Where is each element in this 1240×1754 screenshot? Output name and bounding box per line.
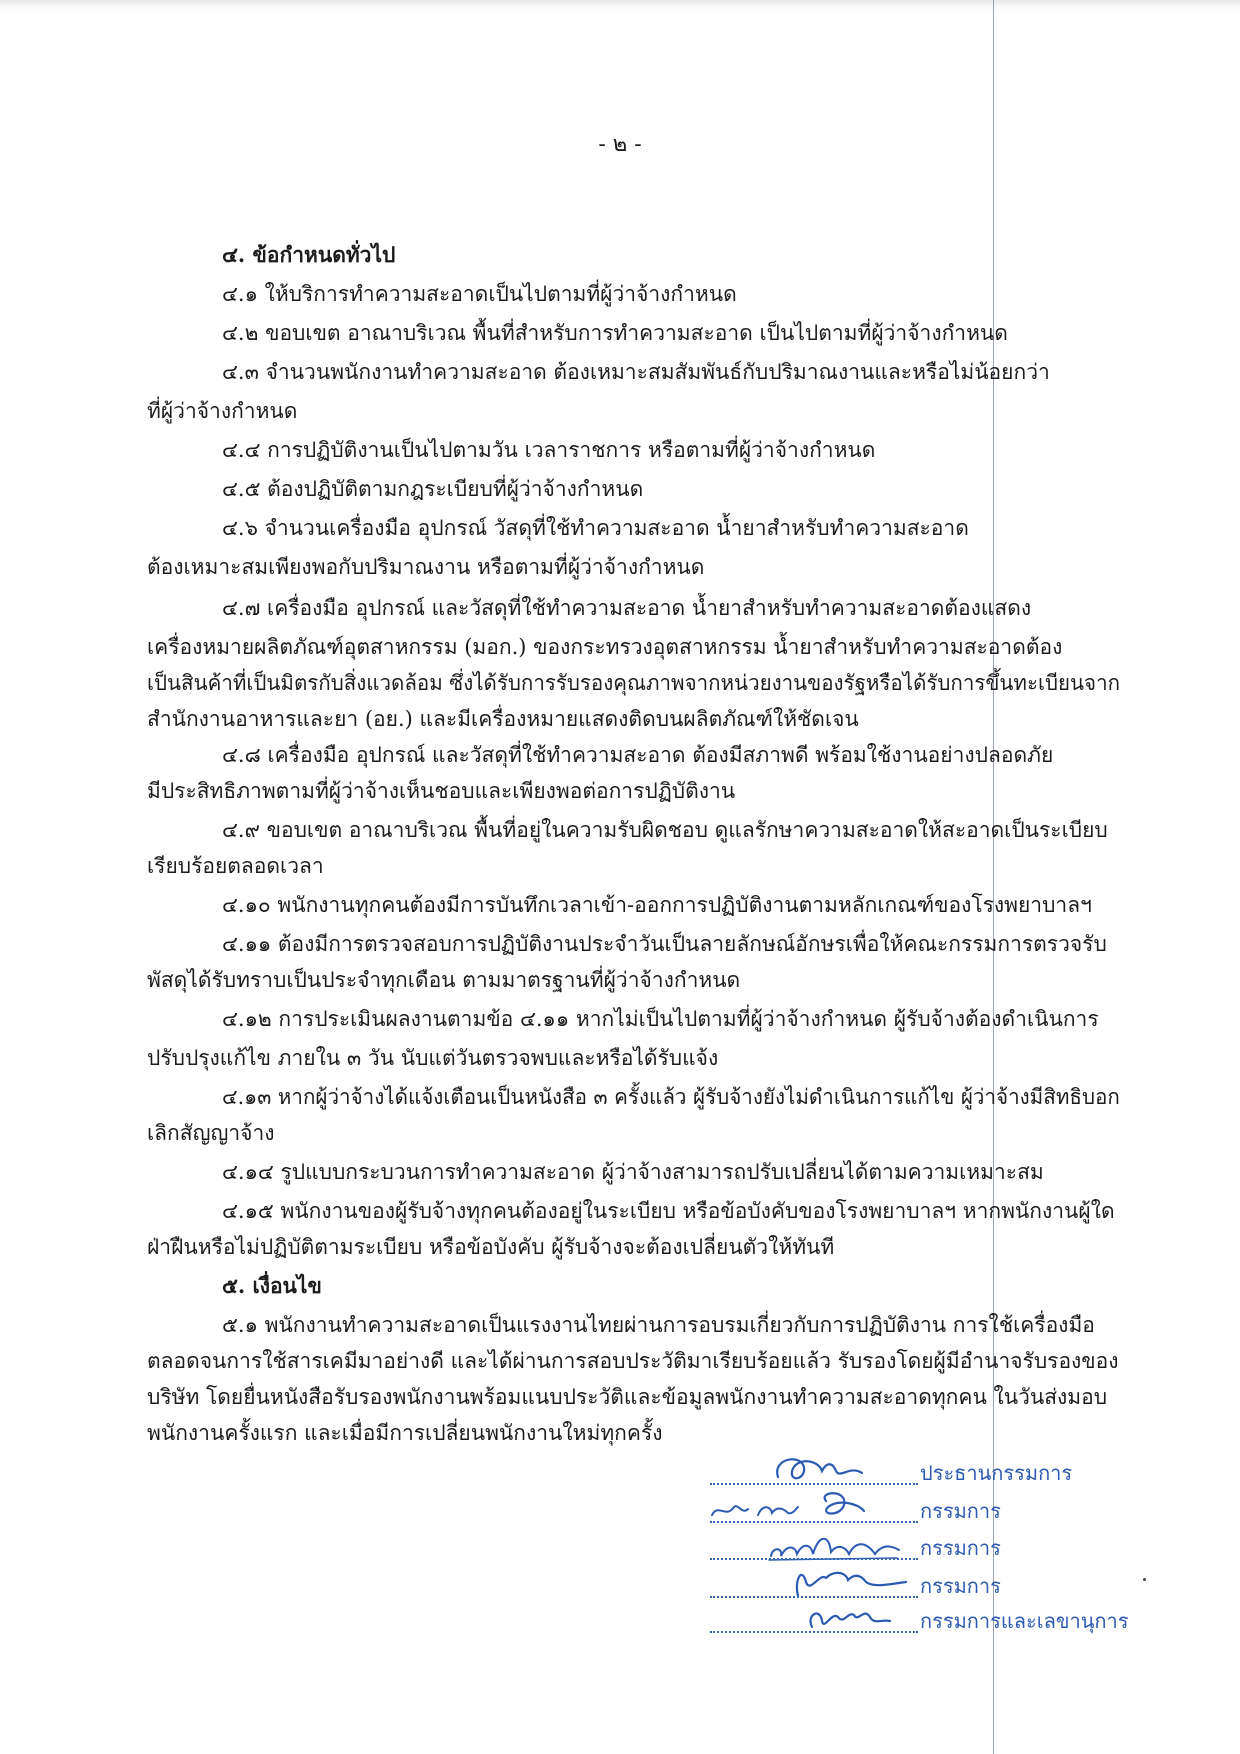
clause-4-7-cont-1: เครื่องหมายผลิตภัณฑ์อุตสาหกรรม (มอก.) ของกระทรวงอุตสาหกรรม น้ำยาสำหรับทำความสะอาดต้อง: [147, 635, 1063, 659]
signature-role: กรรมการ: [920, 1536, 1001, 1560]
scan-fold-line: [993, 0, 994, 1754]
clause-4-8-cont: มีประสิทธิภาพตามที่ผู้ว่าจ้างเห็นชอบและเพียงพอต่อการปฏิบัติงาน: [147, 779, 736, 803]
clause-4-15: ๔.๑๕ พนักงานของผู้รับจ้างทุกคนต้องอยู่ในระเบียบ หรือข้อบังคับของโรงพยาบาลฯ หากพนักงานผู้ใด: [222, 1199, 1115, 1223]
clause-4-5: ๔.๕ ต้องปฏิบัติตามกฎระเบียบที่ผู้ว่าจ้างกำหนด: [222, 477, 644, 501]
clause-5-1-cont-1: ตลอดจนการใช้สารเคมีมาอย่างดี และได้ผ่านการสอบประวัติมาเรียบร้อยแล้ว รับรองโดยผู้มีอำนาจรับรองของ: [147, 1349, 1119, 1373]
page-number: - ๒ -: [598, 132, 642, 157]
clause-4-7-cont-3: สำนักงานอาหารและยา (อย.) และมีเครื่องหมายแสดงติดบนผลิตภัณฑ์ให้ชัดเจน: [147, 707, 859, 731]
handwritten-signature: [790, 1560, 920, 1600]
clause-4-7-cont-2: เป็นสินค้าที่เป็นมิตรกับสิ่งแวดล้อม ซึ่งได้รับการรับรองคุณภาพจากหน่วยงานของรัฐหรือได้รับการขึ้นทะเบียนจาก: [147, 671, 1121, 695]
clause-4-14: ๔.๑๔ รูปแบบกระบวนการทำความสะอาด ผู้ว่าจ้างสามารถปรับเปลี่ยนได้ตามความเหมาะสม: [222, 1160, 1044, 1184]
signature-role: กรรมการ: [920, 1499, 1001, 1523]
signature-role: กรรมการและเลขานุการ: [920, 1609, 1129, 1633]
clause-4-10: ๔.๑๐ พนักงานทุกคนต้องมีการบันทึกเวลาเข้า-ออกการปฏิบัติงานตามหลักเกณฑ์ของโรงพยาบาลฯ: [222, 893, 1092, 917]
clause-5-1-cont-2: บริษัท โดยยื่นหนังสือรับรองพนักงานพร้อมแนบประวัติและข้อมูลพนักงานทำความสะอาดทุกคน ในวันส่งมอบ: [147, 1385, 1108, 1409]
clause-4-12-cont: ปรับปรุงแก้ไข ภายใน ๓ วัน นับแต่วันตรวจพบและหรือได้รับแจ้ง: [147, 1046, 719, 1070]
section-4-heading: ๔. ข้อกำหนดทั่วไป: [222, 242, 396, 267]
clause-4-7: ๔.๗ เครื่องมือ อุปกรณ์ และวัสดุที่ใช้ทำความสะอาด น้ำยาสำหรับทำความสะอาดต้องแสดง: [222, 596, 1032, 620]
clause-4-8: ๔.๘ เครื่องมือ อุปกรณ์ และวัสดุที่ใช้ทำความสะอาด ต้องมีสภาพดี พร้อมใช้งานอย่างปลอดภัย: [222, 743, 1054, 767]
clause-4-11: ๔.๑๑ ต้องมีการตรวจสอบการปฏิบัติงานประจำวันเป็นลายลักษณ์อักษรเพื่อให้คณะกรรมการตรวจรับ: [222, 932, 1107, 956]
clause-4-11-cont: พัสดุได้รับทราบเป็นประจำทุกเดือน ตามมาตรฐานที่ผู้ว่าจ้างกำหนด: [147, 968, 741, 992]
clause-5-1-cont-3: พนักงานครั้งแรก และเมื่อมีการเปลี่ยนพนักงานใหม่ทุกครั้ง: [147, 1421, 663, 1445]
clause-5-1: ๕.๑ พนักงานทำความสะอาดเป็นแรงงานไทยผ่านการอบรมเกี่ยวกับการปฏิบัติงาน การใช้เครื่องมือ: [222, 1313, 1095, 1337]
clause-4-9: ๔.๙ ขอบเขต อาณาบริเวณ พื้นที่อยู่ในความรับผิดชอบ ดูแลรักษาความสะอาดให้สะอาดเป็นระเบียบ: [222, 818, 1108, 842]
scan-edge: [0, 0, 1240, 10]
section-5-heading: ๕. เงื่อนไข: [222, 1273, 322, 1298]
clause-4-13-cont: เลิกสัญญาจ้าง: [147, 1121, 275, 1145]
signature-role: ประธานกรรมการ: [920, 1461, 1073, 1485]
scan-speck: [1143, 1578, 1146, 1581]
clause-4-12: ๔.๑๒ การประเมินผลงานตามข้อ ๔.๑๑ หากไม่เป็นไปตามที่ผู้ว่าจ้างกำหนด ผู้รับจ้างต้องดำเนินการ: [222, 1007, 1099, 1031]
clause-4-6: ๔.๖ จำนวนเครื่องมือ อุปกรณ์ วัสดุที่ใช้ทำความสะอาด น้ำยาสำหรับทำความสะอาด: [222, 516, 969, 540]
clause-4-1: ๔.๑ ให้บริการทำความสะอาดเป็นไปตามที่ผู้ว่าจ้างกำหนด: [222, 282, 737, 306]
clause-4-3-cont: ที่ผู้ว่าจ้างกำหนด: [147, 399, 298, 423]
clause-4-3: ๔.๓ จำนวนพนักงานทำความสะอาด ต้องเหมาะสมสัมพันธ์กับปริมาณงานและหรือไม่น้อยกว่า: [222, 360, 1050, 384]
signature-line: [710, 1521, 918, 1523]
clause-4-13: ๔.๑๓ หากผู้ว่าจ้างได้แจ้งเตือนเป็นหนังสือ ๓ ครั้งแล้ว ผู้รับจ้างยังไม่ดำเนินการแก้ไข ผู้ว่าจ้างมีสิทธิบอก: [222, 1085, 1120, 1109]
signature-role: กรรมการ: [920, 1574, 1001, 1598]
signature-line: [710, 1631, 918, 1633]
clause-4-15-cont: ฝ่าฝืนหรือไม่ปฏิบัติตามระเบียบ หรือข้อบังคับ ผู้รับจ้างจะต้องเปลี่ยนตัวให้ทันที: [147, 1235, 835, 1259]
clause-4-6-cont: ต้องเหมาะสมเพียงพอกับปริมาณงาน หรือตามที่ผู้ว่าจ้างกำหนด: [147, 555, 705, 579]
clause-4-2: ๔.๒ ขอบเขต อาณาบริเวณ พื้นที่สำหรับการทำความสะอาด เป็นไปตามที่ผู้ว่าจ้างกำหนด: [222, 321, 1008, 345]
clause-4-4: ๔.๔ การปฏิบัติงานเป็นไปตามวัน เวลาราชการ หรือตามที่ผู้ว่าจ้างกำหนด: [222, 438, 876, 462]
clause-4-9-cont: เรียบร้อยตลอดเวลา: [147, 854, 324, 878]
